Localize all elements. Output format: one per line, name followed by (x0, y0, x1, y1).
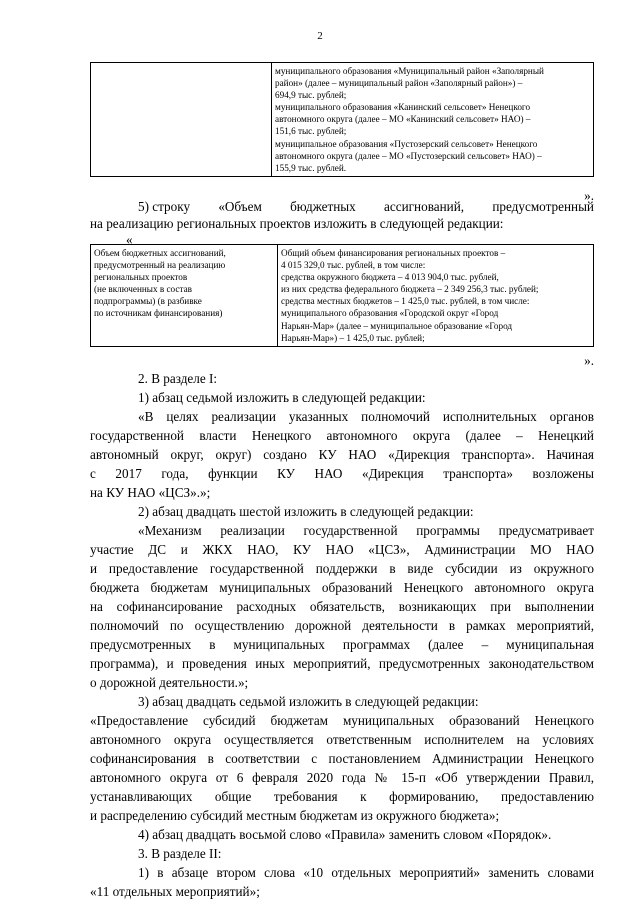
paragraph-line: устанавливающих общие требования к формированию, предоставлению (90, 789, 594, 804)
paragraph-line: предусмотренных в муниципальных программах (далее – муниципальная (90, 637, 594, 652)
item5-word: ассигнований, (384, 199, 465, 214)
item5-line2: на реализацию региональных проектов изложить в следующей редакции: (90, 216, 504, 231)
table2-label-line: по источникам финансирования) (94, 308, 223, 319)
table1-line: 155,9 тыс. рублей. (275, 162, 347, 173)
paragraph-line: автономный округ, округ) создано КУ НАО «Дирекция транспорта». Начиная (90, 447, 594, 462)
table1-line: муниципального образования «Канинский сельсовет» Ненецкого (275, 102, 531, 113)
paragraph-line: участие ДС и ЖКХ НАО, КУ НАО «ЦСЗ», Администрации МО НАО (90, 542, 594, 557)
table1-content-cell (272, 63, 594, 177)
table2-value-line: Нарьян-Мар» (далее – муниципальное образование «Город (281, 320, 513, 331)
item5-word: «Объем (218, 199, 262, 214)
paragraph-line: 2) абзац двадцать шестой изложить в следующей редакции: (138, 504, 474, 519)
paragraph-line: бюджета бюджетам муниципальных образований Ненецкого автономного округа (90, 580, 594, 595)
table2-value-line: из них средства федерального бюджета – 2 349 256,3 тыс. рублей; (281, 284, 539, 295)
table2-label-line: Объем бюджетных ассигнований, (94, 248, 226, 258)
paragraph-line: с 2017 года, функции КУ НАО «Дирекция транспорта» возложены (90, 466, 594, 481)
paragraph-line: и распределению субсидий местным бюджетам из окружного бюджета»; (90, 808, 500, 823)
table1-line: автономного округа (далее – МО «Пустозерский сельсовет» НАО) – (275, 150, 542, 161)
paragraph-line: софинансирования в соответствии с постановлением Администрации Ненецкого (90, 751, 594, 766)
paragraph-line: и предоставление государственной поддержки в виде субсидии из окружного (90, 561, 594, 576)
paragraph-line: «Механизм реализации государственной программы предусматривает (138, 523, 594, 538)
opening-quote: « (126, 232, 133, 247)
paragraph-line: «В целях реализации указанных полномочий исполнительных органов (138, 409, 594, 424)
paragraph-line: автономного округа от 6 февраля 2020 года № 15-п «Об утверждении Правил, (90, 770, 594, 785)
item5-word: предусмотренный (492, 199, 594, 214)
table2-value-cell (278, 245, 594, 347)
item5-word: 5) строку (138, 199, 191, 214)
paragraph-line: программа), и проведения иных мероприятий, предусмотренных законодательством (90, 656, 594, 671)
table2-value-line: 4 015 329,0 тыс. рублей, в том числе: (281, 260, 426, 271)
section-heading: 3. В разделе II: (138, 846, 222, 861)
item5-word: бюджетных (290, 199, 356, 214)
table1-line: муниципального образования «Муниципальный район «Заполярный (275, 66, 544, 76)
paragraph-line: 1) абзац седьмой изложить в следующей редакции: (138, 390, 426, 405)
table2-value-line: Нарьян-Мар») – 1 425,0 тыс. рублей; (281, 332, 425, 343)
table2-label-line: подпрограммы) (в разбивке (94, 296, 202, 307)
paragraph-line: на КУ НАО «ЦСЗ».»; (90, 485, 211, 500)
paragraph-line: 1) в абзаце втором слова «10 отдельных мероприятий» заменить словами (138, 865, 594, 880)
table1-line: муниципальное образования «Пустозерский сельсовет» Ненецкого (275, 138, 538, 149)
table2-label-line: региональных проектов (94, 272, 188, 283)
paragraph-line: государственной власти Ненецкого автономного округа (далее – Ненецкий (90, 428, 594, 443)
table1-line: автономного округа (далее – МО «Канинский сельсовет» НАО) – (275, 114, 531, 125)
table-municipal-allocations (90, 62, 594, 177)
table1-line: 694,9 тыс. рублей; (275, 90, 347, 101)
table2-label-line: (не включенных в состав (94, 284, 193, 295)
table2-value-line: Общий объем финансирования региональных проектов – (281, 248, 506, 258)
table1-empty-cell (91, 63, 272, 177)
section-heading: 2. В разделе I: (138, 371, 218, 386)
closing-quote-1: ». (584, 188, 594, 203)
paragraph-line: автономного округа осуществляется ответственным исполнителем на условиях (90, 732, 594, 747)
table2-value-line: муниципального образования «Городской округ «Город (281, 308, 499, 319)
page-number: 2 (317, 30, 323, 42)
table2-value-line: средства местных бюджетов – 1 425,0 тыс. рублей, в том числе: (281, 296, 530, 307)
table2-value-line: средства окружного бюджета – 4 013 904,0 тыс. рублей, (281, 272, 499, 283)
paragraph-line: «Предоставление субсидий бюджетам муниципальных образований Ненецкого (90, 713, 594, 728)
paragraph-line: полномочий по осуществлению дорожной деятельности в рамках мероприятий, (90, 618, 594, 633)
paragraph-line: 3) абзац двадцать седьмой изложить в следующей редакции: (138, 694, 479, 709)
paragraph-line: 4) абзац двадцать восьмой слово «Правила» заменить словом «Порядок». (138, 827, 552, 842)
paragraph-line: «11 отдельных мероприятий»; (90, 884, 260, 899)
table-regional-projects (90, 244, 594, 347)
table2-label-cell (91, 245, 278, 347)
paragraph-line: на софинансирование расходных обязательств, возникающих при выполнении (90, 599, 594, 614)
closing-quote-2: ». (584, 353, 594, 368)
table1-line: район» (далее – муниципальный район «Заполярный район») – (275, 78, 523, 89)
table2-label-line: предусмотренный на реализацию (94, 260, 226, 271)
table1-line: 151,6 тыс. рублей; (275, 126, 347, 137)
paragraph-line: о дорожной деятельности.»; (90, 675, 249, 690)
